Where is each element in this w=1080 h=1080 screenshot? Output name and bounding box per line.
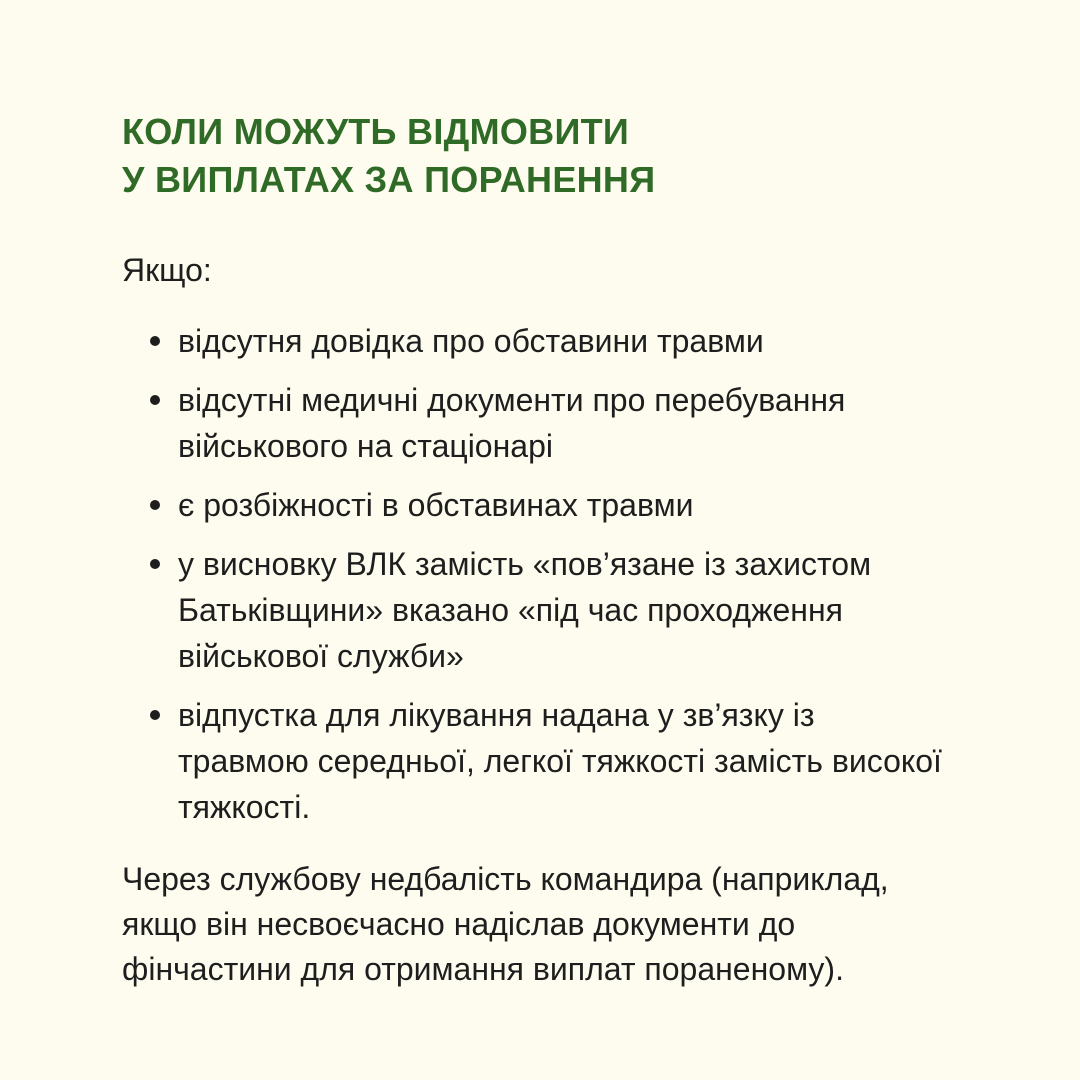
list-item-text: відсутні медичні документи про перебування військового на стаціонарі xyxy=(178,382,846,464)
list-item xyxy=(146,482,966,528)
intro-text: Якщо: xyxy=(122,252,212,288)
list-item-text: є розбіжності в обставинах травми xyxy=(178,487,694,523)
bullet-icon xyxy=(150,395,160,405)
list-item xyxy=(146,692,966,830)
title-line-2: У ВИПЛАТАХ ЗА ПОРАНЕННЯ xyxy=(122,159,656,200)
page-title xyxy=(122,108,655,204)
title-line-1: КОЛИ МОЖУТЬ ВІДМОВИТИ xyxy=(122,111,630,152)
list-item-text: відсутня довідка про обставини травми xyxy=(178,323,764,359)
list-item xyxy=(146,377,966,469)
reasons-list xyxy=(146,318,966,843)
bullet-icon xyxy=(150,710,160,720)
bullet-icon xyxy=(150,336,160,346)
list-item-text: відпустка для лікування надана у зв’язку із травмою середньої, легкої тяжкості замість високої тяжкості. xyxy=(178,697,942,825)
outro-text: Через службову недбалість командира (наприклад, якщо він несвоєчасно надіслав документи до фінчастини для отримання виплат пораненому). xyxy=(122,861,889,987)
list-item xyxy=(146,318,966,364)
list-item-text: у висновку ВЛК замість «пов’язане із захистом Батьківщини» вказано «під час проходження військової служби» xyxy=(178,546,872,674)
bullet-icon xyxy=(150,500,160,510)
bullet-icon xyxy=(150,559,160,569)
list-item xyxy=(146,541,966,679)
